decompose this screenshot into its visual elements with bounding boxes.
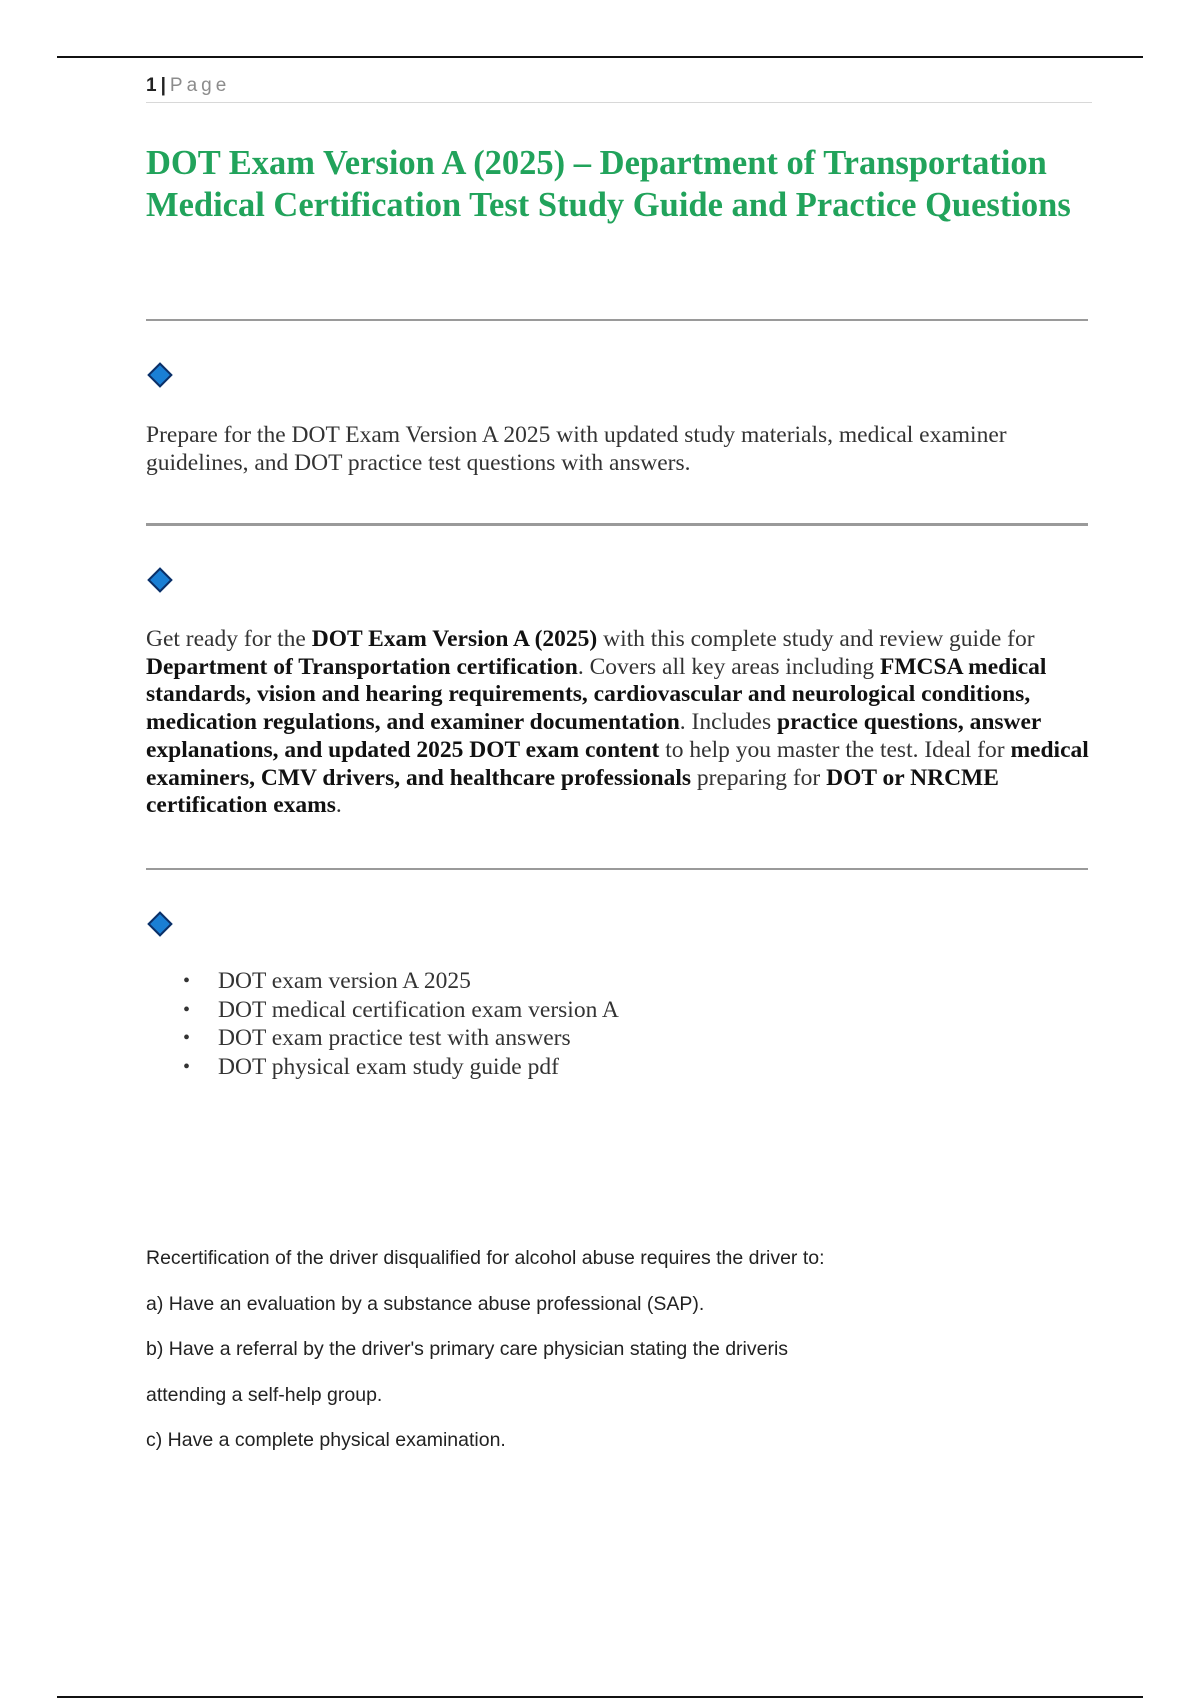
document-title: DOT Exam Version A (2025) – Department of Transportation Medical Certification Test Study Guide and Practice Questions xyxy=(146,144,1071,224)
page-top-border xyxy=(57,56,1143,58)
keyword-list xyxy=(146,967,1046,1081)
bullet-icon: • xyxy=(183,1027,191,1049)
list-item: • DOT exam practice test with answers xyxy=(183,1025,571,1051)
question-stem: Recertification of the driver disqualified for alcohol abuse requires the driver to: xyxy=(146,1247,825,1269)
section-divider-1 xyxy=(146,319,1088,321)
list-item: • DOT physical exam study guide pdf xyxy=(183,1053,559,1080)
page-header xyxy=(146,70,1092,103)
list-item: • DOT exam version A 2025 xyxy=(183,968,471,994)
section-divider-3 xyxy=(146,868,1088,870)
list-item: • DOT medical certification exam version A xyxy=(183,996,619,1023)
diamond-bullet-icon xyxy=(147,911,172,936)
answer-option-c: c) Have a complete physical examination. xyxy=(146,1429,506,1451)
page-bottom-border xyxy=(57,1696,1143,1698)
description-paragraph: Get ready for the DOT Exam Version A (2025) with this complete study and review guide for Department of Transportation certification. Covers all key areas including FMCSA medical standards, vision and hearing requirements, cardiovascular and neurological conditions, medication regulations, and examiner documentation. Includes practice questions, answer explanations, and updated 2025 DOT exam content to help you master the test. Ideal for medical examiners, CMV drivers, and healthcare professionals preparing for DOT or NRCME certification exams. xyxy=(146,626,1089,819)
section-divider-2 xyxy=(146,523,1088,526)
bullet-icon: • xyxy=(183,970,191,992)
page-label: Page xyxy=(169,75,231,96)
diamond-bullet-icon xyxy=(147,567,172,592)
page-separator: | xyxy=(160,75,166,96)
intro-paragraph: Prepare for the DOT Exam Version A 2025 with updated study materials, medical examiner guidelines, and DOT practice test questions with answers. xyxy=(146,422,1007,476)
answer-option-b: b) Have a referral by the driver's primary care physician stating the driveris xyxy=(146,1338,789,1360)
bullet-icon: • xyxy=(183,998,191,1021)
answer-option-a: a) Have an evaluation by a substance abuse professional (SAP). xyxy=(146,1293,705,1315)
diamond-bullet-icon xyxy=(147,362,172,387)
page-number: 1 xyxy=(146,75,157,96)
answer-option-b-continued: attending a self-help group. xyxy=(146,1384,383,1406)
bullet-icon: • xyxy=(183,1055,191,1078)
